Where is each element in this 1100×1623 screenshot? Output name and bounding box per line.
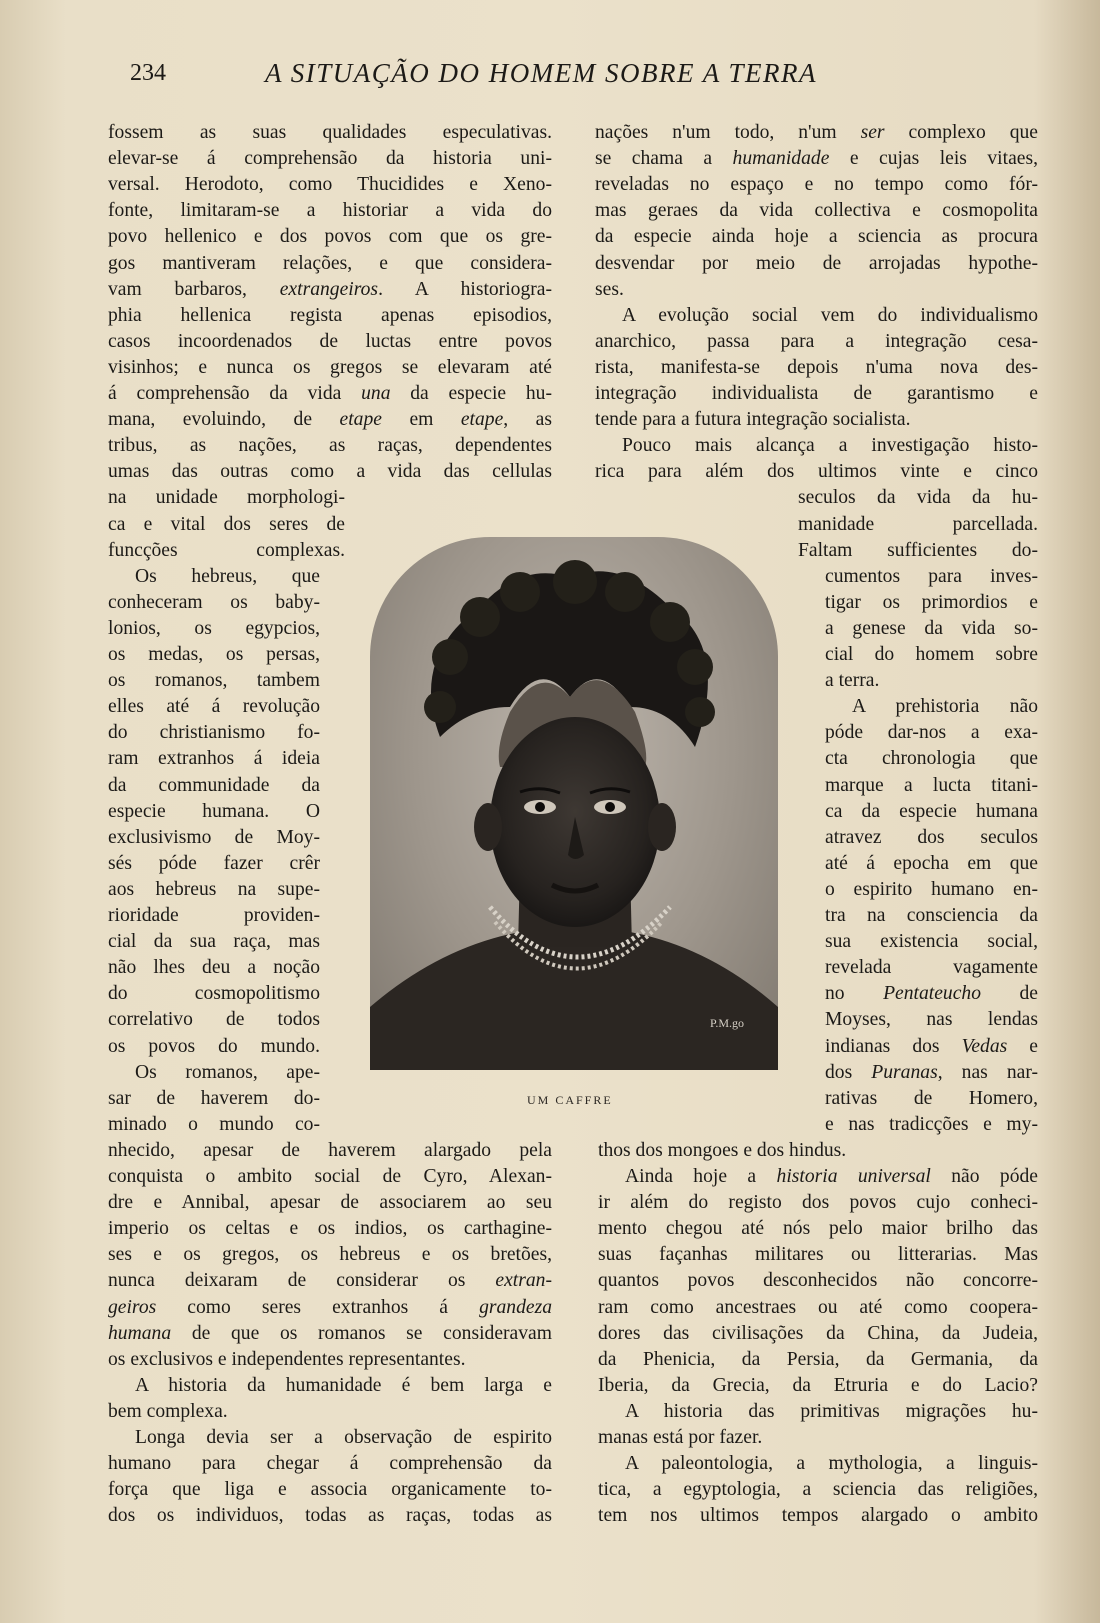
text-line: elevar-se á comprehensão da historia uni-: [108, 148, 552, 170]
text-line: povo hellenico e dos povos com que os gre-: [108, 226, 552, 248]
text-line: aos hebreus na supe-: [108, 878, 320, 900]
text-line: força que liga e associa organicamente to-: [108, 1479, 552, 1501]
text-line: Pouco mais alcança a investigação histo-: [622, 435, 1038, 457]
text-line: versal. Herodoto, como Thucidides e Xeno-: [108, 174, 552, 196]
text-line: fossem as suas qualidades especulativas.: [108, 122, 552, 143]
text-line: especie humana. O: [108, 800, 320, 822]
text-line: correlativo de todos: [108, 1009, 320, 1031]
text-line: exclusivismo de Moy-: [108, 826, 320, 848]
text-line: lonios, os egypcios,: [108, 617, 320, 639]
running-title: A SITUAÇÃO DO HOMEM SOBRE A TERRA: [265, 58, 817, 88]
text-line: thos dos mongoes e dos hindus.: [598, 1139, 847, 1161]
text-line: casos incoordenados de luctas entre povos: [108, 330, 552, 352]
running-header: [130, 60, 890, 100]
text-line: funcções complexas.: [108, 539, 345, 561]
text-line: manas está por fazer.: [598, 1427, 763, 1448]
svg-text:P.M.go: P.M.go: [710, 1016, 745, 1030]
text-line: Faltam sufficientes do-: [798, 539, 1038, 561]
text-line: Os hebreus, que: [135, 565, 320, 587]
text-line: dos Puranas, nas nar-: [825, 1061, 1038, 1083]
text-line: umas das outras como a vida das cellulas: [108, 461, 552, 483]
text-line: manidade parcellada.: [798, 513, 1038, 535]
text-line: suas façanhas militares ou litterarias. Mas: [598, 1244, 1038, 1266]
text-line: a terra.: [825, 670, 880, 692]
text-line: indianas dos Vedas e: [825, 1035, 1038, 1057]
text-line: humana de que os romanos se consideravam: [108, 1322, 552, 1344]
text-line: tem nos ultimos tempos alargado o ambito: [598, 1505, 1038, 1527]
text-line: ca e vital dos seres de: [108, 513, 345, 535]
text-line: cial da sua raça, mas: [108, 931, 320, 953]
text-line: phia hellenica regista apenas episodios,: [108, 304, 552, 326]
text-line: integração individualista de garantismo e: [595, 383, 1038, 404]
text-line: bem complexa.: [108, 1400, 228, 1422]
text-line: vam barbaros, extrangeiros. A historiogra-: [108, 278, 552, 300]
text-line: não lhes deu a noção: [108, 957, 320, 979]
text-line: ca da especie humana: [825, 800, 1038, 822]
text-line: tribus, as nações, as raças, dependentes: [108, 435, 552, 457]
text-line: elles até á revolução: [108, 696, 320, 718]
text-line: minado o mundo co-: [108, 1113, 320, 1135]
text-line: do cosmopolitismo: [108, 983, 320, 1005]
text-line: o espirito humano en-: [825, 878, 1038, 900]
text-line: atravez dos seculos: [825, 826, 1038, 848]
text-line: desvendar por meio de arrojadas hypothe-: [595, 252, 1038, 274]
figure-caption: UM CAFFRE: [527, 1093, 613, 1107]
text-line: cial do homem sobre: [825, 644, 1038, 665]
text-line: póde dar-nos a exa-: [825, 722, 1038, 744]
text-line: rista, manifesta-se depois n'uma nova des-: [595, 356, 1038, 378]
text-line: fonte, limitaram-se a historiar a vida do: [108, 200, 552, 222]
text-line: tigar os primordios e: [825, 591, 1038, 613]
text-line: imperio os celtas e os indios, os carthagine-: [108, 1218, 552, 1240]
text-line: e nas tradicções e my-: [825, 1113, 1038, 1135]
portrait-photo: [370, 537, 778, 1070]
text-line: da Phenicia, da Persia, da Germania, da: [598, 1348, 1038, 1370]
text-line: Iberia, da Grecia, da Etruria e do Lacio?: [598, 1374, 1038, 1396]
text-line: ir além do registo dos povos cujo conheci-: [598, 1192, 1038, 1214]
text-line: Os romanos, ape-: [135, 1061, 320, 1083]
text-line: Moyses, nas lendas: [825, 1009, 1038, 1031]
text-line: mas geraes da vida collectiva e cosmopolita: [595, 200, 1038, 222]
text-line: dores das civilisações da China, da Judeia,: [598, 1322, 1038, 1344]
text-line: cumentos para inves-: [825, 565, 1038, 587]
text-line: nações n'um todo, n'um ser complexo que: [595, 122, 1038, 143]
text-line: no Pentateucho de: [825, 983, 1038, 1005]
text-line: os medas, os persas,: [108, 644, 320, 665]
text-line: ram como ancestraes ou até como coopera-: [598, 1296, 1038, 1318]
text-line: conquista o ambito social de Cyro, Alexan-: [108, 1166, 552, 1187]
text-line: a genese da vida so-: [825, 617, 1038, 639]
text-line: seculos da vida da hu-: [798, 487, 1038, 509]
text-line: mana, evoluindo, de etape em etape, as: [108, 409, 552, 431]
text-line: A historia das primitivas migrações hu-: [625, 1400, 1038, 1422]
text-line: A historia da humanidade é bem larga e: [135, 1374, 552, 1396]
text-line: sar de haverem do-: [108, 1087, 320, 1109]
text-line: visinhos; e nunca os gregos se elevaram até: [108, 356, 552, 378]
text-line: á comprehensão da vida una da especie hu-: [108, 383, 552, 404]
text-line: A paleontologia, a mythologia, a linguis-: [625, 1453, 1038, 1475]
text-line: os exclusivos e independentes representantes.: [108, 1348, 466, 1370]
text-line: rica para além dos ultimos vinte e cinco: [595, 461, 1038, 483]
portrait-photograph-icon: [370, 537, 778, 1070]
text-line: dre e Annibal, apesar de associarem ao seu: [108, 1192, 552, 1214]
text-line: Ainda hoje a historia universal não póde: [625, 1166, 1038, 1187]
text-line: conheceram os baby-: [108, 591, 320, 613]
page-number: 234: [130, 60, 166, 86]
text-line: dos os individuos, todas as raças, todas as: [108, 1505, 552, 1527]
text-line: geiros como seres extranhos á grandeza: [108, 1296, 552, 1318]
text-line: tra na consciencia da: [825, 905, 1038, 926]
text-line: rioridade providen-: [108, 905, 320, 926]
text-line: A prehistoria não: [852, 696, 1038, 718]
text-line: mento chegou até nós pelo maior brilho das: [598, 1218, 1038, 1240]
text-line: se chama a humanidade e cujas leis vitaes,: [595, 148, 1038, 170]
text-line: humano para chegar á comprehensão da: [108, 1453, 552, 1475]
text-line: ses.: [595, 278, 624, 300]
text-line: na unidade morphologi-: [108, 487, 345, 509]
text-line: marque a lucta titani-: [825, 774, 1038, 796]
text-line: nunca deixaram de considerar os extran-: [108, 1270, 552, 1292]
text-line: A evolução social vem do individualismo: [622, 304, 1038, 326]
text-line: reveladas no espaço e no tempo como fór-: [595, 174, 1038, 196]
text-line: sua existencia social,: [825, 931, 1038, 953]
text-line: do christianismo fo-: [108, 722, 320, 744]
text-line: os romanos, tambem: [108, 670, 320, 692]
text-line: da communidade da: [108, 774, 320, 796]
text-line: até á epocha em que: [825, 852, 1038, 874]
text-line: sés póde fazer crêr: [108, 852, 320, 874]
text-line: tende para a futura integração socialista.: [595, 409, 911, 431]
text-line: Longa devia ser a observação de espirito: [135, 1427, 552, 1448]
text-line: rativas de Homero,: [825, 1087, 1038, 1109]
text-line: os povos do mundo.: [108, 1035, 320, 1057]
text-line: ses e os gregos, os hebreus e os bretões,: [108, 1244, 552, 1266]
text-line: tica, a egyptologia, a sciencia das religiões,: [598, 1479, 1038, 1501]
text-line: quantos povos desconhecidos não concorre-: [598, 1270, 1038, 1292]
text-line: anarchico, passa para a integração cesa-: [595, 330, 1038, 352]
text-line: nhecido, apesar de haverem alargado pela: [108, 1139, 552, 1161]
text-line: revelada vagamente: [825, 957, 1038, 979]
text-line: ram extranhos á ideia: [108, 748, 320, 770]
text-line: da especie ainda hoje a sciencia as procura: [595, 226, 1038, 248]
text-line: cta chronologia que: [825, 748, 1038, 770]
text-line: gos mantiveram relações, e que considera-: [108, 252, 552, 274]
